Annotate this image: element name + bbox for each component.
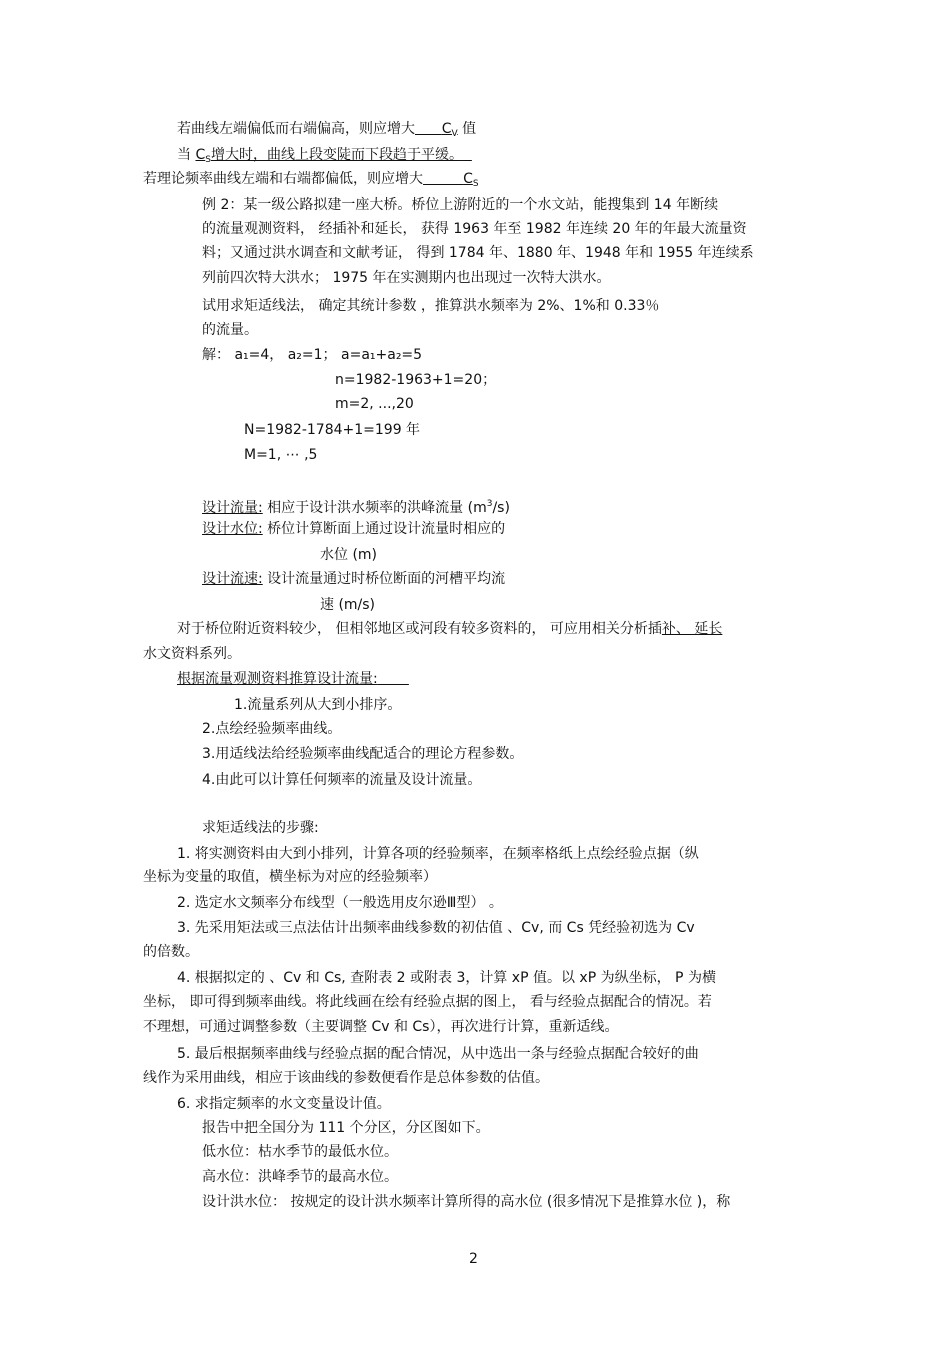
text-line: 1. 将实测资料由大到小排列，计算各项的经验频率，在频率格纸上点绘经验点据（纵 [177,846,699,862]
text-line [177,145,472,170]
list-item: 2.点绘经验频率曲线。 [202,721,342,737]
text-line [177,619,722,639]
text-line: 线作为采用曲线，相应于该曲线的参数便看作是总体参数的估值。 [143,1070,549,1086]
underlined-text: 补、 延长 [661,621,723,637]
text-line: 试用求矩适线法， 确定其统计参数 ，推算洪水频率为 2%、1%和 0.33％ [202,298,660,314]
term: 设计水位: [202,521,263,537]
text-line: 例 2：某一级公路拟建一座大桥。桥位上游附近的一个水文站，能搜集到 14 年断续 [202,197,719,213]
text-line: 水位 (m) [320,547,378,563]
text-line: 3. 先采用矩法或三点法估计出频率曲线参数的初估值 、Cv, 而 Cs 凭经验初选为 Cv [177,920,695,936]
list-item: 1.流量系列从大到小排序。 [234,697,402,713]
symbol: C [195,147,206,163]
underlined-answer [415,121,458,137]
text-line: 设计洪水位： 按规定的设计洪水频率计算所得的高水位 (很多情况下是推算水位 )，称 [202,1194,731,1210]
text-span: 设计流量通过时桥位断面的河槽平均流 [262,571,506,587]
text-line: 6. 求指定频率的水文变量设计值。 [177,1096,391,1112]
text-line: 解： a₁=4， a₂=1； a=a₁+a₂=5 [202,347,423,363]
text-span: 对于桥位附近资料较少， 但相邻地区或河段有较多资料的， 可应用相关分析插 [177,621,662,637]
text-line: 的流量。 [202,322,258,338]
text-line: M=1, ⋯ ,5 [244,447,318,463]
text-line: N=1982-1784+1=199 年 [244,422,421,438]
text-line: 5. 最后根据频率曲线与经验点据的配合情况，从中选出一条与经验点据配合较好的曲 [177,1046,699,1062]
text-line: 料；又通过洪水调查和文献考证， 得到 1784 年、1880 年、1948 年和 1955 年连续系 [202,245,754,261]
list-item: 3.用适线法给经验频率曲线配适合的理论方程参数。 [202,746,524,762]
text-span: 若理论频率曲线左端和右端都偏低，则应增大 [143,171,423,187]
superscript: 3 [486,499,493,509]
text-line: 的流量观测资料， 经插补和延长， 获得 1963 年至 1982 年连续 20 年的年最大流量资 [202,221,747,237]
term: 设计流速: [202,571,263,587]
underline-filler [378,671,409,687]
text-line [143,169,479,194]
text-line: 4. 根据拟定的 、Cv 和 Cs, 查附表 2 或附表 3，计算 xP 值。以 xP 为纵坐标， P 为横 [177,970,716,986]
text-line: 坐标为变量的取值，横坐标为对应的经验频率） [143,869,437,885]
text-span: 桥位计算断面上通过设计流量时相应的 [262,521,506,537]
text-line: 坐标， 即可得到频率曲线。将此线画在绘有经验点据的图上， 看与经验点据配合的情况。若 [143,994,712,1010]
text-span: 若曲线左端偏低而右端偏高，则应增大 [177,121,415,137]
text-span: 增大时，曲线上段变陡而下段趋于平缓。 [210,147,463,163]
underlined-answer [195,147,471,163]
subscript: V [451,129,458,139]
text-span: 当 [177,147,196,163]
text-line: 不理想，可通过调整参数（主要调整 Cv 和 Cs），再次进行计算，重新适线。 [143,1019,619,1035]
text-line: 低水位：枯水季节的最低水位。 [202,1144,398,1160]
text-line: m=2, ...,20 [335,396,414,412]
text-line: 的倍数。 [143,944,199,960]
subscript: S [205,155,211,165]
definition-line [202,519,505,539]
symbol: C [463,171,473,187]
list-item: 4.由此可以计算任何频率的流量及设计流量。 [202,772,482,788]
heading-text: 根据流量观测资料推算设计流量: [177,671,378,687]
subscript: S [472,179,479,189]
text-line: 速 (m/s) [320,597,376,613]
text-line: 2. 选定水文频率分布线型（一般选用皮尔逊Ⅲ型） 。 [177,895,503,911]
text-line: 报告中把全国分为 111 个分区，分区图如下。 [202,1120,490,1136]
symbol: C [441,121,452,137]
section-heading: 求矩适线法的步骤: [202,820,319,836]
text-span: 值 [457,121,477,137]
text-line: n=1982-1963+1=20； [335,372,497,388]
section-heading [177,669,409,689]
text-line: 高水位：洪峰季节的最高水位。 [202,1169,398,1185]
text-line: 水文资料系列。 [143,646,241,662]
text-span: /s) [492,500,510,516]
text-line [177,119,476,144]
page-number: 2 [469,1251,478,1267]
definition-line [202,494,510,518]
term: 设计流量: [202,500,263,516]
text-line: 列前四次特大洪水； 1975 年在实测期内也出现过一次特大洪水。 [202,270,611,286]
text-span: 相应于设计洪水频率的洪峰流量 (m [262,500,487,516]
definition-line [202,569,505,589]
underlined-answer [423,171,479,187]
